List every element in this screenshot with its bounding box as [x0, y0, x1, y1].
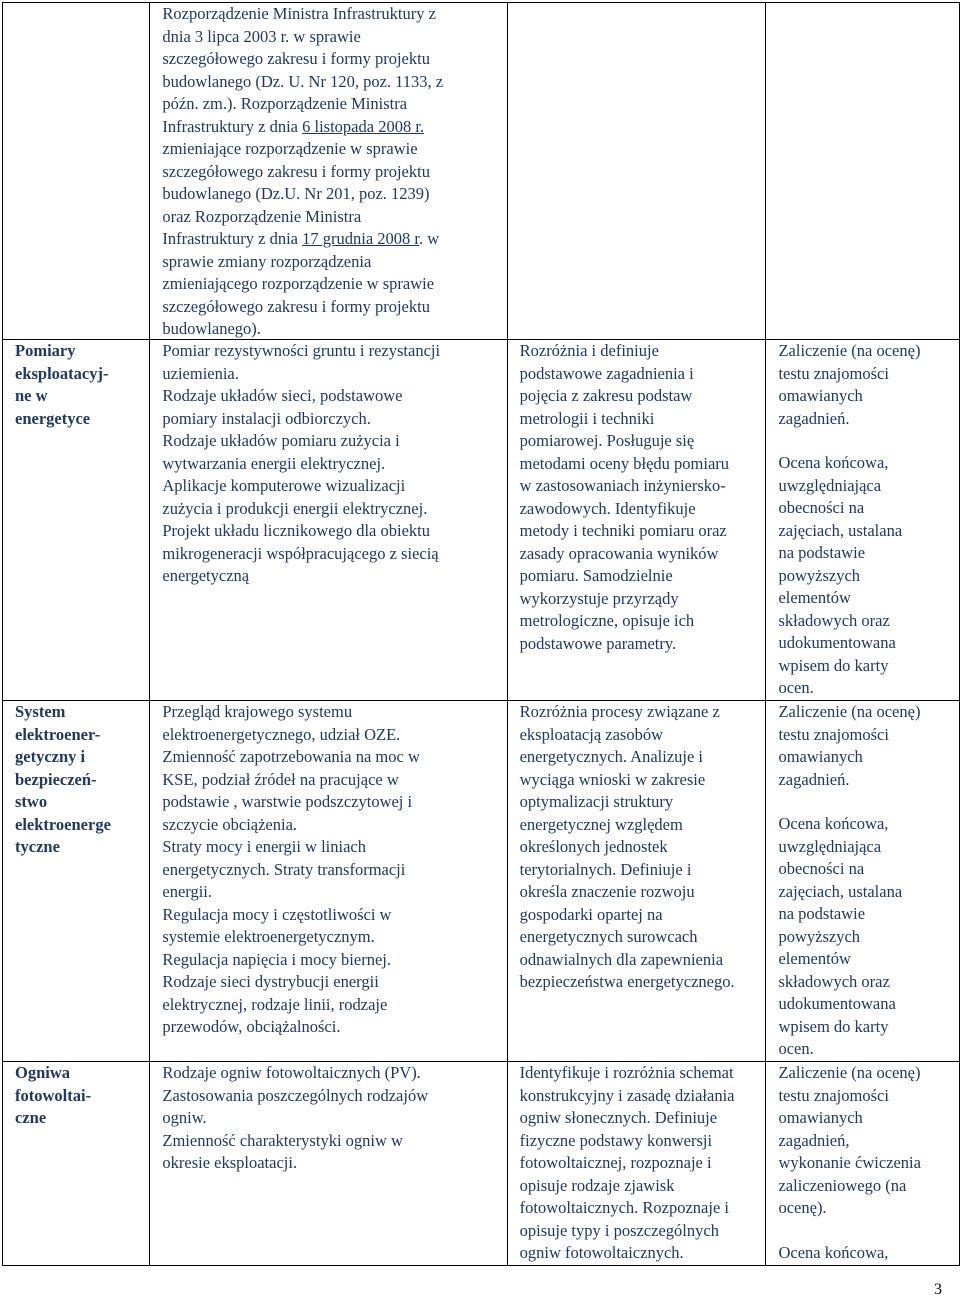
outcomes-cell	[507, 701, 766, 1062]
text-line: zasady opracowania wyników	[519, 543, 719, 563]
text-line: fotowoltaicznej, rozpoznaje i	[519, 1153, 712, 1172]
text-line: metody i techniki pomiaru oraz	[519, 521, 727, 540]
text-line: sprawie zmiany rozporządzenia	[162, 251, 372, 271]
text-line: udokumentowana	[778, 633, 896, 652]
text-line: zmieniającego rozporządzenie w sprawie	[162, 274, 435, 293]
text-line: uwzględniająca	[778, 836, 882, 856]
text-line: Ocena końcowa,	[778, 814, 889, 833]
text-line: pomiaru. Samodzielnie	[519, 566, 673, 585]
text-line: energetycznych. Straty transformacji	[162, 859, 406, 879]
text-line: dnia 3 lipca 2003 r. w sprawie	[162, 26, 361, 46]
text-line: omawianych	[778, 386, 863, 405]
text-line: uziemienia.	[162, 363, 239, 383]
text-line: bezpieczeństwa energetycznego.	[519, 972, 735, 991]
text-line: określonych jednostek	[519, 837, 668, 856]
content-cell	[150, 3, 507, 340]
text-line: na podstawie	[778, 904, 866, 923]
text-line: Aplikacje komputerowe wizualizacji	[162, 476, 406, 495]
text-line: energetycznych surowcach	[519, 927, 698, 946]
text-line: szczegółowego zakresu i formy projektu	[162, 296, 430, 316]
text-line: konstrukcyjny i zasadę działania	[519, 1085, 735, 1105]
text-line: omawianych	[778, 747, 863, 766]
subject-cell	[3, 340, 150, 701]
text-line: metrologii i techniki	[519, 408, 655, 428]
text-line: Ocena końcowa,	[778, 453, 889, 472]
table-row	[3, 1062, 960, 1266]
text-line: wpisem do karty	[778, 1016, 889, 1036]
subject-cell	[3, 3, 150, 340]
text-line: eksploatacyj-	[15, 363, 109, 383]
text-line: Rodzaje sieci dystrybucji energii	[162, 972, 379, 991]
text-line: obecności na	[778, 498, 865, 517]
text-line: energetycznej względem	[519, 814, 683, 834]
text-line: ogniw słonecznych. Definiuje	[519, 1108, 718, 1127]
text-line: szczycie obciążenia.	[162, 814, 298, 834]
text-line: Rodzaje układów pomiaru zużycia i	[162, 431, 400, 450]
text-line: Pomiar rezystywności gruntu i rezystancji	[162, 341, 441, 360]
text-line: metrologiczne, opisuje ich	[519, 611, 695, 630]
text-line: ocen.	[778, 1039, 814, 1058]
text-line: optymalizacji struktury	[519, 792, 674, 811]
syllabus-table	[2, 2, 960, 1266]
text-line: terytorialnych. Definiuje i	[519, 859, 692, 879]
text-line: Identyfikuje i rozróżnia schemat	[519, 1063, 734, 1082]
text-line: Straty mocy i energii w liniach	[162, 837, 366, 856]
text-line: określa znaczenie rozwoju	[519, 882, 695, 901]
text-line: Ogniwa	[15, 1063, 71, 1082]
legal-basis-text	[162, 3, 502, 339]
subject-cell	[3, 1062, 150, 1266]
text-line: testu znajomości	[778, 724, 889, 744]
text-line: stwo	[15, 792, 48, 811]
text-line: składowych oraz	[778, 610, 890, 630]
text-line: energetycznych. Analizuje i	[519, 747, 704, 766]
text-line: wyciąga wnioski w zakresie	[519, 769, 706, 789]
subject-cell	[3, 701, 150, 1062]
text-line: zawodowych. Identyfikuje	[519, 498, 696, 518]
text-line: wpisem do karty	[778, 655, 889, 675]
text-line: Infrastruktury z dnia 6 listopada 2008 r.	[162, 116, 425, 136]
assessment-cell	[766, 701, 960, 1062]
text-line: fotowoltaicznych. Rozpoznaje i	[519, 1198, 729, 1217]
text-line: zajęciach, ustalana	[778, 881, 903, 901]
text-line: pomiary instalacji odbiorczych.	[162, 408, 371, 428]
text-line: podstawowe zagadnienia i	[519, 363, 694, 383]
table-row	[3, 3, 960, 340]
text-line: wytwarzania energii elektrycznej.	[162, 453, 386, 473]
text-line: KSE, podział źródeł na pracujące w	[162, 769, 399, 789]
text-line: energetyczną	[162, 566, 250, 585]
text-line: Przegląd krajowego systemu	[162, 702, 353, 721]
text-line: Zaliczenie (na ocenę)	[778, 341, 921, 360]
text-line: zaliczeniowego (na	[778, 1175, 907, 1195]
text-line: udokumentowana	[778, 994, 896, 1013]
text-line: ocenę).	[778, 1198, 827, 1217]
text-line: pomiarowej. Posługuje się	[519, 431, 695, 450]
text-line: System	[15, 702, 66, 721]
content-cell	[150, 1062, 507, 1266]
text-line: Zmienność charakterystyki ogniw w	[162, 1130, 403, 1150]
text-line: Zaliczenie (na ocenę)	[778, 1063, 921, 1082]
text-line: zmieniające rozporządzenie w sprawie	[162, 139, 418, 158]
text-line: Rozróżnia i definiuje	[519, 341, 659, 360]
text-line: Projekt układu licznikowego dla obiektu	[162, 521, 430, 540]
content-cell	[150, 340, 507, 701]
text-line: okresie eksploatacji.	[162, 1153, 298, 1172]
text-line: powyższych	[778, 926, 861, 946]
text-line: energetyce	[15, 408, 91, 428]
text-line: zużycia i produkcji energii elektrycznej.	[162, 498, 428, 518]
text-line: Ocena końcowa,	[778, 1242, 889, 1262]
text-line: odnawialnych dla zapewnienia	[519, 949, 724, 969]
text-line: elementów	[778, 949, 851, 968]
page-number: 3	[934, 1281, 942, 1298]
text-line: Zmienność zapotrzebowania na moc w	[162, 747, 420, 766]
text-line: fizyczne podstawy konwersji	[519, 1130, 713, 1150]
text-line: testu znajomości	[778, 363, 889, 383]
table-row	[3, 701, 960, 1062]
text-line: przewodów, obciążalności.	[162, 1017, 341, 1036]
text-line: eksploatacją zasobów	[519, 724, 664, 744]
text-line: ogniw.	[162, 1108, 207, 1127]
text-line: zagadnień.	[778, 408, 850, 428]
text-line: mikrogeneracji współpracującego z siecią	[162, 543, 439, 563]
text-line: opisuje typy i poszczególnych	[519, 1220, 719, 1240]
text-line: powyższych	[778, 565, 861, 585]
text-line: bezpieczeń-	[15, 769, 97, 789]
text-line: metodami oceny błędu pomiaru	[519, 453, 730, 473]
text-line: Rozporządzenie Ministra Infrastruktury z	[162, 4, 436, 23]
text-line: elementów	[778, 588, 851, 607]
text-line: Rodzaje ogniw fotowoltaicznych (PV).	[162, 1063, 421, 1082]
text-line: późn. zm.). Rozporządzenie Ministra	[162, 94, 408, 113]
text-line: Infrastruktury z dnia 17 grudnia 2008 r. w	[162, 229, 440, 248]
text-line: testu znajomości	[778, 1085, 889, 1105]
text-line: Zastosowania poszczególnych rodzajów	[162, 1085, 429, 1105]
text-line: szczegółowego zakresu i formy projektu	[162, 161, 430, 181]
text-line: uwzględniająca	[778, 475, 882, 495]
text-line: wykonanie ćwiczenia	[778, 1153, 921, 1172]
text-line: ne w	[15, 386, 48, 405]
text-line: budowlanego (Dz.U. Nr 201, poz. 1239)	[162, 184, 430, 203]
text-line: czne	[15, 1108, 47, 1127]
text-line: Regulacja napięcia i mocy biernej.	[162, 949, 391, 969]
text-line: wykorzystuje przyrządy	[519, 588, 679, 608]
assessment-cell	[766, 1062, 960, 1266]
text-line: budowlanego (Dz. U. Nr 120, poz. 1133, z	[162, 71, 444, 91]
text-line: w zastosowaniach inżyniersko-	[519, 476, 726, 495]
text-line: Rodzaje układów sieci, podstawowe	[162, 386, 403, 405]
outcomes-cell	[507, 340, 766, 701]
text-line: ogniw fotowoltaicznych.	[519, 1243, 684, 1262]
text-line: obecności na	[778, 859, 865, 878]
text-line: Pomiary	[15, 341, 76, 360]
assessment-cell	[766, 3, 960, 340]
text-line: budowlanego).	[162, 319, 261, 338]
text-line: zajęciach, ustalana	[778, 520, 903, 540]
table-row	[3, 340, 960, 701]
text-line: elektrycznej, rodzaje linii, rodzaje	[162, 994, 388, 1014]
text-line: tyczne	[15, 837, 60, 856]
assessment-cell	[766, 340, 960, 701]
text-line: elektroener-	[15, 724, 101, 744]
content-cell	[150, 701, 507, 1062]
text-line: pojęcia z zakresu podstaw	[519, 386, 693, 405]
text-line: zagadnień.	[778, 769, 850, 789]
text-line: systemie elektroenergetycznym.	[162, 927, 375, 946]
text-line: na podstawie	[778, 543, 866, 562]
outcomes-cell	[507, 1062, 766, 1266]
text-line: ocen.	[778, 678, 814, 697]
text-line: oraz Rozporządzenie Ministra	[162, 206, 362, 226]
text-line: zagadnień,	[778, 1130, 850, 1150]
text-line: getyczny i	[15, 747, 86, 766]
text-line: Zaliczenie (na ocenę)	[778, 702, 921, 721]
text-line: Rozróżnia procesy związane z	[519, 702, 720, 721]
text-line: Regulacja mocy i częstotliwości w	[162, 904, 392, 924]
text-line: omawianych	[778, 1108, 863, 1127]
text-line: gospodarki opartej na	[519, 904, 663, 924]
outcomes-cell	[507, 3, 766, 340]
text-line: podstawie , warstwie podszczytowej i	[162, 792, 413, 811]
text-line: energii.	[162, 882, 213, 901]
text-line: fotowoltai-	[15, 1085, 92, 1105]
text-line: elektroenerge	[15, 814, 111, 834]
text-line: opisuje rodzaje zjawisk	[519, 1175, 675, 1195]
text-line: podstawowe parametry.	[519, 633, 677, 653]
text-line: elektroenergetycznego, udział OZE.	[162, 724, 401, 744]
text-line: składowych oraz	[778, 971, 890, 991]
text-line: szczegółowego zakresu i formy projektu	[162, 49, 430, 68]
